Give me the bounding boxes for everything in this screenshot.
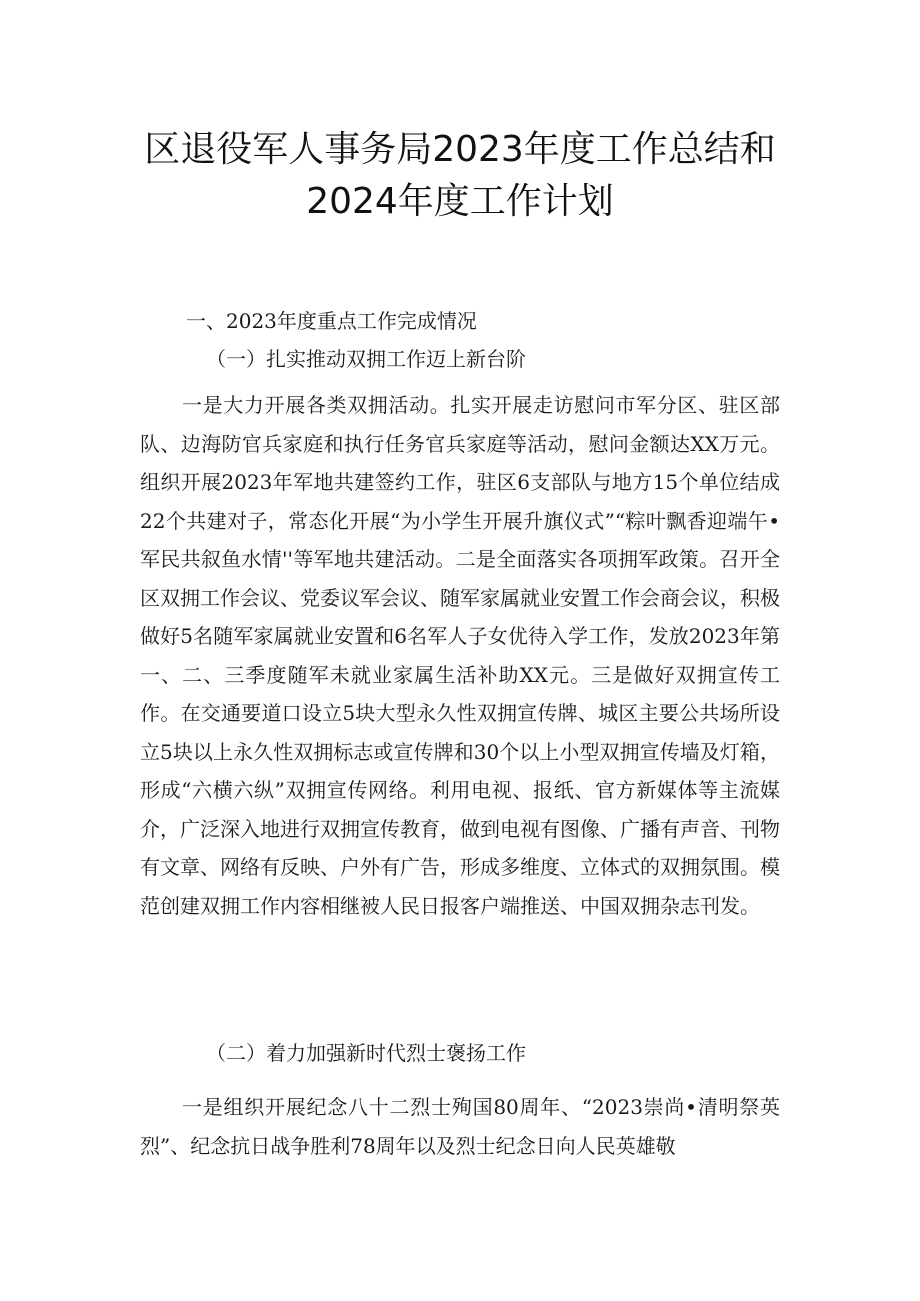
document-title-line-1: 区退役军人事务局2023年度工作总结和: [144, 129, 776, 170]
subsection-2-body-paragraph: 一是组织开展纪念八十二烈士殉国80周年、“2023崇尚•清明祭英烈”、纪念抗日战争胜利78周年以及烈士纪念日向人民英雄敬: [140, 1095, 780, 1158]
section-heading-1: 一、2023年度重点工作完成情况: [186, 309, 477, 333]
subsection-heading-2: （二）着力加强新时代烈士褒扬工作: [206, 1041, 526, 1065]
subsection-heading-1: （一）扎实推动双拥工作迈上新台阶: [206, 347, 526, 371]
subsection-1-body-paragraph: 一是大力开展各类双拥活动。扎实开展走访慰问市军分区、驻区部队、边海防官兵家庭和执行任务官兵家庭等活动，慰问金额达XX万元。组织开展2023年军地共建签约工作，驻区6支部队与地方15个单位结成22个共建对子，常态化开展“为小学生开展升旗仪式”“粽叶飘香迎端午•军民共叙鱼水情''等军地共建活动。二是全面落实各项拥军政策。召开全区双拥工作会议、党委议军会议、随军家属就业安置工作会商会议，积极做好5名随军家属就业安置和6名军人子女优待入学工作，发放2023年第一、二、三季度随军未就业家属生活补助XX元。三是做好双拥宣传工作。在交通要道口设立5块大型永久性双拥宣传牌、城区主要公共场所设立5块以上永久性双拥标志或宣传牌和30个以上小型双拥宣传墙及灯箱，形成“六横六纵”双拥宣传网络。利用电视、报纸、官方新媒体等主流媒介，广泛深入地进行双拥宣传教育，做到电视有图像、广播有声音、刊物有文章、网络有反映、户外有广告，形成多维度、立体式的双拥氛围。模范创建双拥工作内容相继被人民日报客户端推送、中国双拥杂志刊发。: [140, 393, 780, 918]
document-title-line-2: 2024年度工作计划: [306, 181, 614, 222]
